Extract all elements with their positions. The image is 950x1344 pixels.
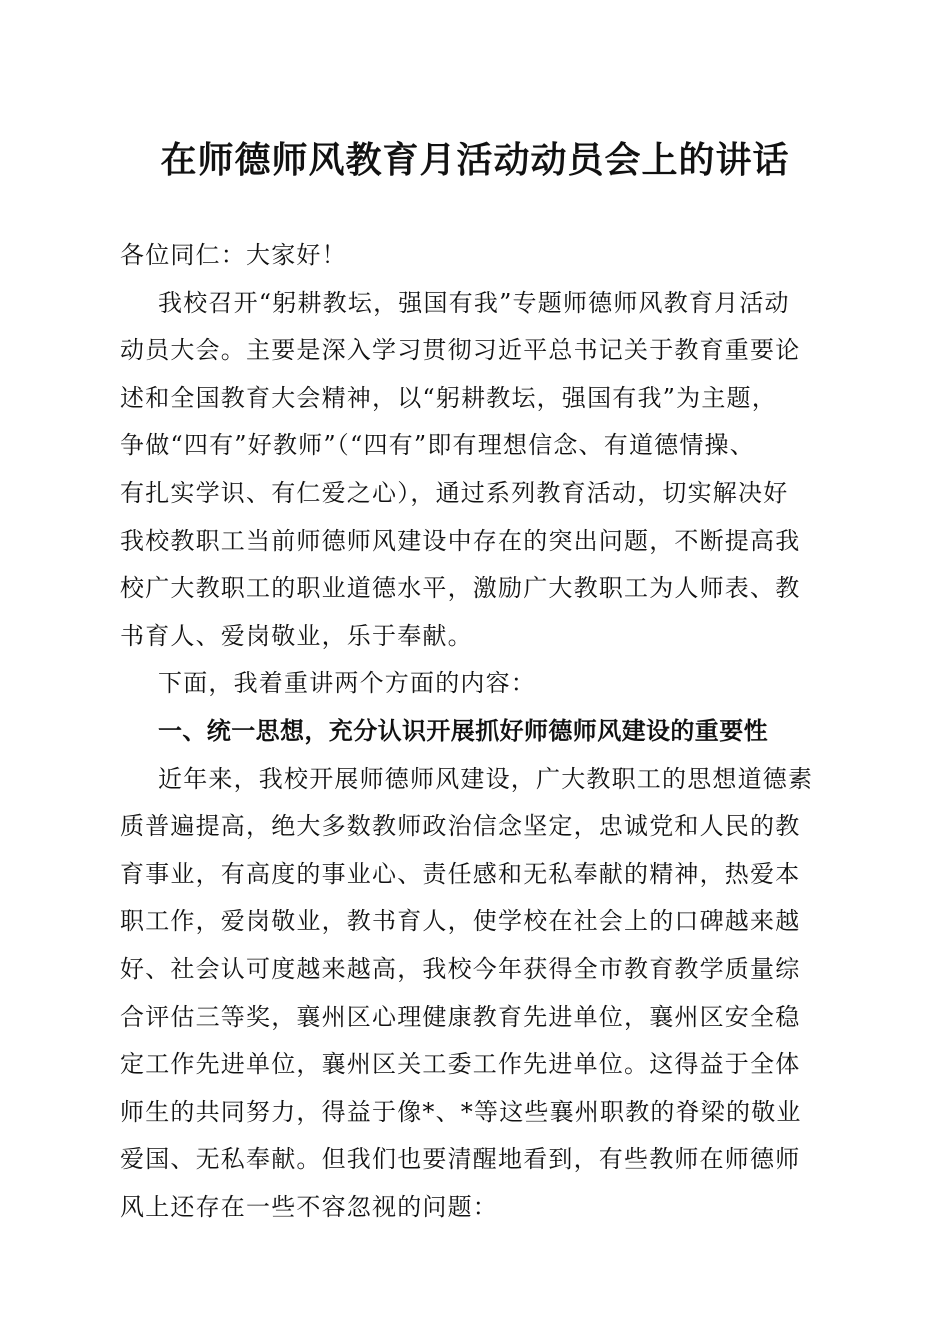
paragraph-line: 校广大教职工的职业道德水平，激励广大教职工为人师表、教 xyxy=(120,574,801,603)
paragraph-line: 职工作，爱岗敬业，教书育人，使学校在社会上的口碑越来越 xyxy=(120,907,801,936)
document-body xyxy=(120,232,850,1231)
document-title: 在师德师风教育月活动动员会上的讲话 xyxy=(160,139,790,181)
paragraph-line: 师生的共同努力，得益于像*、*等这些襄州职教的脊梁的敬业 xyxy=(120,1097,802,1126)
paragraph-line: 有扎实学识、有仁爱之心），通过系列教育活动，切实解决好 xyxy=(120,478,789,507)
paragraph-line: 育事业，有高度的事业心、责任感和无私奉献的精神，热爱本 xyxy=(120,859,801,888)
greeting-line: 各位同仁：大家好！ xyxy=(120,241,347,269)
paragraph-line: 争做“四有”好教师”（“四有”即有理想信念、有道德情操、 xyxy=(120,431,755,460)
paragraph-line: 好、社会认可度越来越高，我校今年获得全市教育教学质量综 xyxy=(120,954,801,983)
paragraph-line: 我校召开“躬耕教坛，强国有我”专题师德师风教育月活动 xyxy=(158,288,790,317)
paragraph-line: 述和全国教育大会精神，以“躬耕教坛，强国有我”为主题， xyxy=(120,383,777,412)
paragraph-line: 动员大会。主要是深入学习贯彻习近平总书记关于教育重要论 xyxy=(120,336,801,365)
paragraph-line: 质普遍提高，绝大多数教师政治信念坚定，忠诚党和人民的教 xyxy=(120,812,801,841)
paragraph-line: 我校教职工当前师德师风建设中存在的突出问题，不断提高我 xyxy=(120,526,801,555)
paragraph-line: 风上还存在一些不容忽视的问题： xyxy=(120,1192,498,1221)
paragraph-line: 定工作先进单位，襄州区关工委工作先进单位。这得益于全体 xyxy=(120,1050,801,1079)
paragraph-line: 下面，我着重讲两个方面的内容： xyxy=(158,669,536,698)
paragraph-line: 合评估三等奖，襄州区心理健康教育先进单位，襄州区安全稳 xyxy=(120,1002,801,1031)
paragraph-line: 书育人、爱岗敬业，乐于奉献。 xyxy=(120,621,473,650)
paragraph-line: 近年来，我校开展师德师风建设，广大教职工的思想道德素 xyxy=(158,764,814,793)
section-heading: 一、统一思想，充分认识开展抓好师德师风建设的重要性 xyxy=(158,716,768,745)
paragraph-line: 爱国、无私奉献。但我们也要清醒地看到，有些教师在师德师 xyxy=(120,1145,801,1174)
